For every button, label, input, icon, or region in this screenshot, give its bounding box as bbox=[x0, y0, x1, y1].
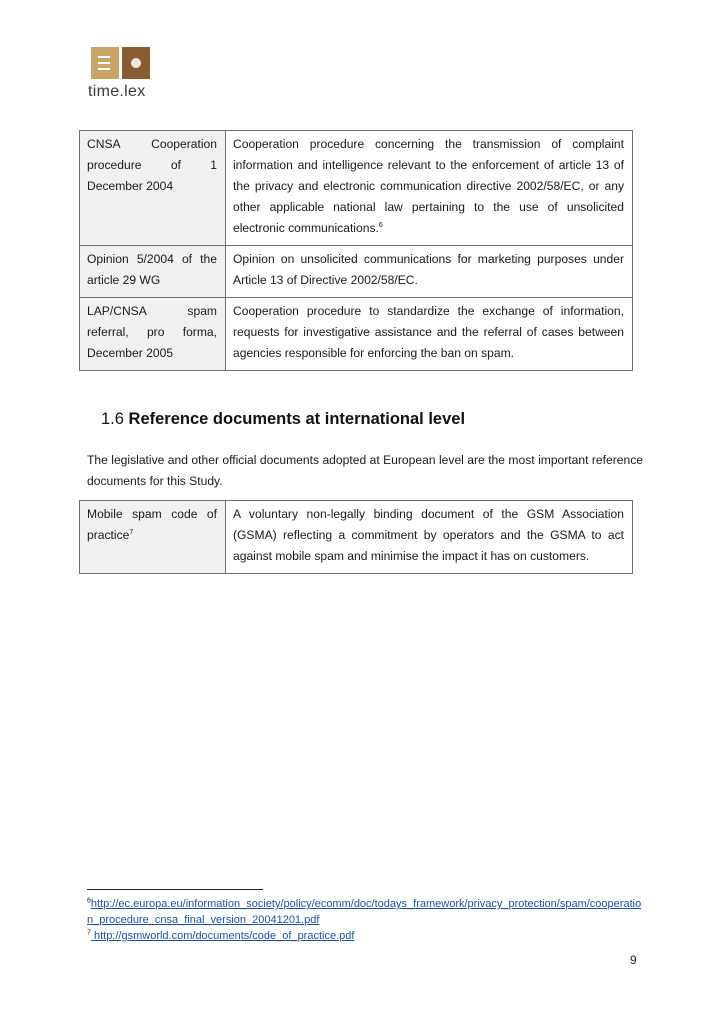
table-row bbox=[80, 246, 633, 298]
table-cell-document: LAP/CNSA spam referral, pro forma, December 2005 bbox=[80, 298, 226, 371]
footnote-divider bbox=[87, 889, 263, 890]
section-title: Reference documents at international level bbox=[128, 410, 466, 428]
table-cell-document: Opinion 5/2004 of the article 29 WG bbox=[80, 246, 226, 298]
footnote-ref-6[interactable]: 6 bbox=[378, 221, 383, 229]
footnotes bbox=[87, 896, 647, 944]
table-cell-description: Cooperation procedure to standardize the exchange of information, requests for investigative assistance and the referral of cases between agencies responsible for enforcing the ban on spam. bbox=[226, 298, 633, 371]
circle-icon bbox=[122, 47, 150, 79]
page-number: 9 bbox=[630, 953, 637, 967]
table-cell-document: Mobile spam code of practice$^7$ bbox=[80, 501, 226, 574]
footnote-6: $^6$http://ec.europa.eu/information_society/policy/ecomm/doc/todays_framework/privacy_protection/spam/cooperation_procedure_cnsa_final_version_20041201.pdf bbox=[87, 897, 642, 926]
footnote-link[interactable]: http://ec.europa.eu/information_society/policy/ecomm/doc/todays_framework/privacy_protection/spam/cooperation_procedure_cnsa_final_version_20041201.pdf bbox=[87, 898, 642, 926]
footnote-link[interactable]: http://gsmworld.com/documents/code_of_practice.pdf bbox=[90, 930, 355, 942]
footnote-7: $^7$ http://gsmworld.com/documents/code_of_practice.pdf bbox=[87, 929, 355, 942]
footnote-ref-7[interactable]: 7 bbox=[129, 528, 134, 536]
document-icon bbox=[91, 47, 119, 79]
timelex-logo bbox=[88, 46, 158, 102]
table-cell-description: Opinion on unsolicited communications for marketing purposes under Article 13 of Directive 2002/58/EC. bbox=[226, 246, 633, 298]
table-cell-document: CNSA Cooperation procedure of 1 December 2004 bbox=[80, 131, 226, 246]
table-cell-description: A voluntary non-legally binding document of the GSM Association (GSMA) reflecting a commitment by operators and the GSMA to act against mobile spam and minimise the impact it has on customers. bbox=[226, 501, 633, 574]
reference-table-international bbox=[79, 500, 633, 574]
table-row bbox=[80, 501, 633, 574]
section-number: 1.6 bbox=[101, 410, 124, 428]
table-row bbox=[80, 131, 633, 246]
section-heading bbox=[101, 410, 465, 429]
reference-table-national bbox=[79, 130, 633, 371]
section-intro: The legislative and other official documents adopted at European level are the most important reference documents for this Study. bbox=[87, 453, 643, 488]
table-cell-description: Cooperation procedure concerning the transmission of complaint information and intelligence relevant to the enforcement of article 13 of the privacy and electronic communication directive 2002/58/EC, or any other applicable national law pertaining to the use of unsolicited electronic communications.$^6$ bbox=[226, 131, 633, 246]
logo-text: time.lex bbox=[88, 83, 146, 100]
table-row bbox=[80, 298, 633, 371]
